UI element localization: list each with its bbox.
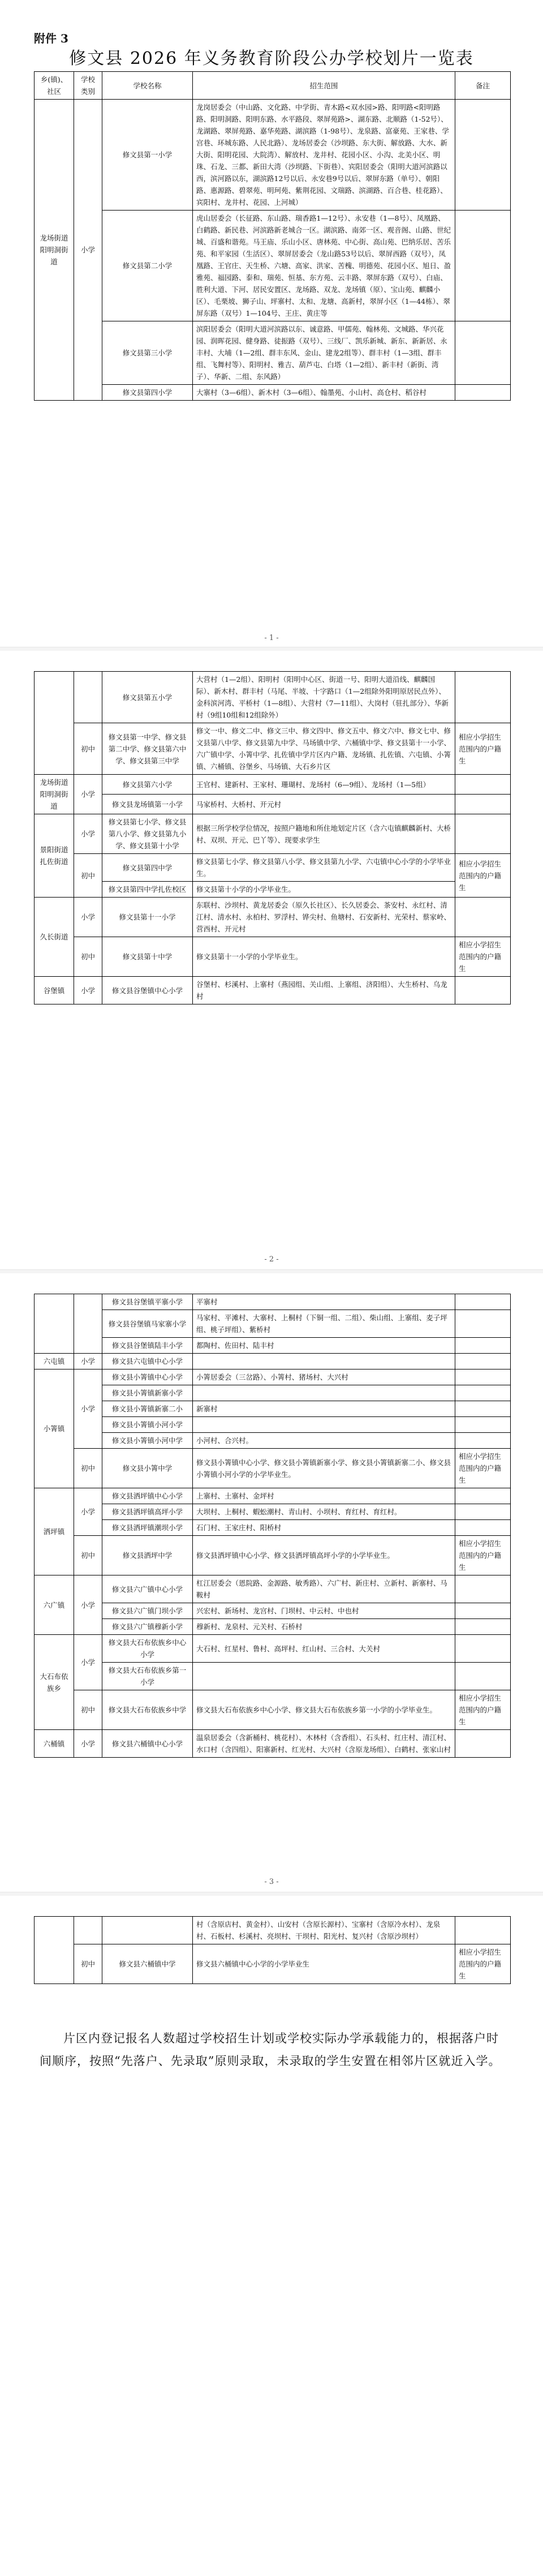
school-cell: 修文县第六小学 [102, 775, 193, 795]
table-row [35, 1354, 511, 1369]
town-cell: 龙场街道阳明洞街道 [35, 775, 74, 814]
table-row [35, 1917, 511, 1944]
town-cell: 龙场街道阳明洞街道 [35, 100, 74, 401]
school-cell: 修文县谷堡镇中心小学 [102, 977, 193, 1004]
note-cell: 相应小学招生范围内的户籍生 [455, 854, 511, 898]
range-cell: 东联村、沙坝村、黄龙居委会（原久长社区）、长久居委会、茶安村、永红村、清江村、清水村、永柏村、罗浮村、铧尖村、鱼塘村、石安新村、光荣村、蔡家岭、营西村、开元村 [193, 898, 455, 937]
note-cell: 相应小学招生范围内的户籍生 [455, 937, 511, 977]
range-cell: 村（含原店村、黄金村）、山安村（含原长源村）、宝寨村（含原冷水村）、龙泉村、石板村、杉溪村、亮坝村、干坝村、阳光村、复兴村（含原沙坝村） [193, 1917, 455, 1944]
range-cell: 龙岗居委会（中山路、文化路、中学街、青木路<双水园>路、阳明路<阳明路路、阳明洞路、阳明东路、水平路段、翠屏苑路>、湖东路、北顺路（1-52号）、龙湖路、翠屏苑路、嘉华苑路、湖滨路（1-98号）、龙泉路、富豪苑、王家巷、学宫巷、环城东路、人民北路）、龙场居委会（沙坝路、东大街、解放路、大水、新大街、阳明花园、大院湾）、解放村、龙井村、花园小区、小沟、北美小区、明珠、石龙、三都、新田大湾（沙坝路、下街巷）、宾阳居委会（阳明大道河滨路以西，滨河路以东，湖滨路12号以后、永安巷9号以后、翠屏东路（单号）、朝阳路、惠源路、碧翠苑、明珂苑、紫荆花园、文瑞路、滨湖路、百合巷、桂花路）、宾阳村、龙井村、花园、上河城） [193, 100, 455, 211]
type-cell: 小学 [74, 977, 102, 1004]
school-cell: 修文县谷堡镇陆丰小学 [102, 1338, 193, 1354]
note-cell [455, 1310, 511, 1338]
town-cell: 六广镇 [35, 1575, 74, 1635]
range-cell: 修文县六桶镇中心小学的小学毕业生 [193, 1944, 455, 1984]
header-type: 学校类别 [74, 72, 102, 100]
page-4 [0, 1896, 543, 2576]
school-cell: 修文县小箐镇中心小学 [102, 1369, 193, 1385]
table-row [35, 211, 511, 321]
type-cell: 初中 [74, 937, 102, 977]
range-cell [193, 1417, 455, 1433]
note-cell [455, 211, 511, 321]
school-cell: 修文县洒坪镇高坪小学 [102, 1504, 193, 1520]
note-cell [455, 1294, 511, 1310]
school-cell: 修文县第五小学 [102, 672, 193, 723]
note-cell [455, 1369, 511, 1385]
note-cell: 相应小学招生范围内的户籍生 [455, 1536, 511, 1575]
type-cell: 初中 [74, 1944, 102, 1984]
range-cell: 穆新村、龙泉村、元关村、石桥村 [193, 1619, 455, 1635]
document-title: 修文县 2026 年义务教育阶段公办学校划片一览表 [69, 49, 474, 68]
type-cell [74, 672, 102, 723]
type-cell [74, 1294, 102, 1354]
note-cell [455, 1354, 511, 1369]
note-cell [455, 1433, 511, 1449]
range-cell: 修文县第十小学的小学毕业生。 [193, 882, 455, 898]
table-row [35, 1310, 511, 1338]
header-range: 招生范围 [193, 72, 455, 100]
table-row [35, 1730, 511, 1758]
range-cell: 新寨村 [193, 1401, 455, 1417]
range-cell: 大营村（1—2组）、阳明村（阳明中心区、街道一号、阳明大道沿线、麒麟国际）、新木村、群丰村（马尾、半坡、十字路口（1—2组除外阳明原居民点外）、金科滨河湾、平桥村（1—8组）、大营村（7—11组）、大岗村（驻扎部分）、华新村（9组10组和12组除外） [193, 672, 455, 723]
school-table-page-3 [34, 1294, 511, 1758]
note-cell [455, 1520, 511, 1536]
table-row [35, 1619, 511, 1635]
school-cell: 修文县六桶镇中学 [102, 1944, 193, 1984]
type-cell: 小学 [74, 1635, 102, 1690]
town-cell: 景阳街道扎佐街道 [35, 814, 74, 898]
table-row [35, 672, 511, 723]
range-cell: 温泉居委会（含新桶村、桃花村）、木林村（含香组）、石头村、红庄村、清江村、水口村（含四组）、阳寨新村、红光村、大兴村（含原龙场组）、白鹤村、张家山村 [193, 1730, 455, 1758]
range-cell: 马家桥村、大桥村、开元村 [193, 795, 455, 814]
school-cell: 修文县谷堡镇马家寨小学 [102, 1310, 193, 1338]
page-3 [0, 1273, 543, 1896]
type-cell: 小学 [74, 1369, 102, 1449]
range-cell: 上寨村、土寨村、金坪村 [193, 1488, 455, 1504]
school-cell: 修文县第一中学、修文县第二中学、修文县第六中学、修文县第三中学 [102, 723, 193, 775]
town-cell [35, 672, 74, 775]
table-row [35, 321, 511, 385]
page-number: - 1 - [264, 634, 279, 642]
table-row [35, 1504, 511, 1520]
note-cell [455, 1385, 511, 1401]
type-cell: 初中 [74, 1690, 102, 1730]
note-cell: 相应小学招生范围内的户籍生 [455, 1690, 511, 1730]
header-note: 备注 [455, 72, 511, 100]
note-cell [455, 1619, 511, 1635]
note-cell [455, 1917, 511, 1944]
header-school: 学校名称 [102, 72, 193, 100]
table-row [35, 1520, 511, 1536]
type-cell: 初中 [74, 1536, 102, 1575]
school-cell: 修文县小箐中学 [102, 1449, 193, 1488]
page-number: - 3 - [264, 1878, 279, 1886]
table-row [35, 1294, 511, 1310]
school-cell: 修文县第十中学 [102, 937, 193, 977]
note-cell [455, 1730, 511, 1758]
range-cell [193, 1663, 455, 1690]
table-row [35, 1401, 511, 1417]
type-cell: 小学 [74, 775, 102, 814]
town-cell: 小箐镇 [35, 1369, 74, 1488]
range-cell: 大石村、红星村、鲁村、高坪村、红山村、三合村、大关村 [193, 1635, 455, 1663]
town-cell: 洒坪镇 [35, 1488, 74, 1575]
town-cell: 六屯镇 [35, 1354, 74, 1369]
note-cell [455, 1504, 511, 1520]
range-cell: 兴宏村、新场村、龙宫村、门坝村、中云村、中也村 [193, 1603, 455, 1619]
table-row [35, 1433, 511, 1449]
table-row [35, 100, 511, 211]
type-cell: 小学 [74, 1354, 102, 1369]
school-table-page-1 [34, 71, 511, 401]
school-cell: 修文县六广镇中心小学 [102, 1575, 193, 1603]
note-cell: 相应小学招生范围内的户籍生 [455, 723, 511, 775]
table-row [35, 1635, 511, 1663]
range-cell: 根据三所学校学位情况，按照户籍地和所住地划定片区（含六屯镇麒麟新村、大桥村、双坝、开元、巴丫等）、现要求学生 [193, 814, 455, 854]
attachment-label: 附件 3 [34, 32, 68, 45]
school-cell: 修文县大石布依族乡中心小学 [102, 1635, 193, 1663]
table-row [35, 1338, 511, 1354]
table-row [35, 1369, 511, 1385]
school-table-page-2 [34, 671, 511, 1004]
note-cell [455, 672, 511, 723]
range-cell: 马家村、平滩村、大寨村、上桐村（下铜一组、二组）、柴山组、上寨组、麦子坪组、桃子坪组）、紫桥村 [193, 1310, 455, 1338]
table-header-row [35, 72, 511, 100]
type-cell: 初中 [74, 854, 102, 898]
table-row [35, 1690, 511, 1730]
note-cell [455, 775, 511, 795]
type-cell: 小学 [74, 1488, 102, 1536]
table-row [35, 882, 511, 898]
school-cell: 修文县洒坪中学 [102, 1536, 193, 1575]
range-cell: 修文县第十一小学的小学毕业生。 [193, 937, 455, 977]
school-cell: 修文县洒坪镇潮坝小学 [102, 1520, 193, 1536]
school-cell: 修文县第四小学 [102, 385, 193, 401]
school-cell: 修文县六广镇穆新小学 [102, 1619, 193, 1635]
range-cell: 小河村、合兴村。 [193, 1433, 455, 1449]
header-town: 乡(镇)、社区 [35, 72, 74, 100]
school-cell: 修文县大石布依族乡中学 [102, 1690, 193, 1730]
school-cell: 修文县第十一小学 [102, 898, 193, 937]
table-row [35, 1603, 511, 1619]
range-cell [193, 1385, 455, 1401]
type-cell: 小学 [74, 100, 102, 401]
table-row [35, 723, 511, 775]
table-row [35, 385, 511, 401]
table-row [35, 854, 511, 882]
table-row [35, 1536, 511, 1575]
type-cell: 小学 [74, 814, 102, 854]
table-row [35, 1417, 511, 1433]
type-cell: 小学 [74, 898, 102, 937]
school-cell: 修文县小箐镇新寨小学 [102, 1385, 193, 1401]
table-row [35, 795, 511, 814]
table-row [35, 898, 511, 937]
table-row [35, 1575, 511, 1603]
range-cell: 虎山居委会（长征路、东山路、瑞香路1—12号）、永安巷（1—8号）、凤凰路、白鹤路、新民巷、河滨路新老城合一区。湖滨路、南郊一区、观音阁、山路、世纪城、百盛和谐苑。马王庙、乐山小区、唐林苑、中心街、高山苑、巴纳乐居、苦乐苑、和平家园（生活区）、翠屏居委会（龙山路53号以后、翠屏西路（双号），凤凰路、王官庄、天生桥、六塘、高家、洪家、苦槐、明德苑、花园小区、旭日、盈雅苑、福园路、泰和、瑞苑、恒基、东方苑、云丰路、翠屏东路（双号）、白庙、胜利大道、下河、居民安置区、龙场路、双龙、龙场镇（原）、宝山苑、麒麟小区）、毛栗坡、狮子山、坪寨村、太和、龙塘、高新村，翠屏小区（1—44栋）、翠屏东路（双号）1—104号、王庄、黄庄等 [193, 211, 455, 321]
school-cell: 修文县六桶镇中心小学 [102, 1730, 193, 1758]
school-cell: 修文县第一小学 [102, 100, 193, 211]
school-cell: 修文县第二小学 [102, 211, 193, 321]
school-cell [102, 1917, 193, 1944]
type-cell: 初中 [74, 723, 102, 775]
town-cell [35, 1917, 74, 1984]
range-cell: 修文县小箐镇中心小学、修文县小箐镇新寨小学、修文县小箐镇新寨二小、修文县小箐镇小河小学的小学毕业生。 [193, 1449, 455, 1488]
school-cell: 修文县大石布依族乡第一小学 [102, 1663, 193, 1690]
type-cell: 初中 [74, 1449, 102, 1488]
school-cell: 修文县六屯镇中心小学 [102, 1354, 193, 1369]
table-row [35, 1663, 511, 1690]
town-cell [35, 1294, 74, 1354]
note-cell [455, 321, 511, 385]
note-cell [455, 1417, 511, 1433]
note-cell: 相应小学招生范围内的户籍生 [455, 1944, 511, 1984]
range-cell: 修文县大石布依族乡中心小学、修文县大石布依族乡第一小学的小学毕业生。 [193, 1690, 455, 1730]
note-cell [455, 1338, 511, 1354]
school-cell: 修文县龙场镇第一小学 [102, 795, 193, 814]
school-cell: 修文县小箐镇小河小学 [102, 1417, 193, 1433]
range-cell: 石门村、王家庄村、阳桥村 [193, 1520, 455, 1536]
town-cell: 久长街道 [35, 898, 74, 977]
table-row [35, 937, 511, 977]
range-cell: 大坝村、上桐村、蝦蚣潮村、青山村、小坝村、育红村、育红村。 [193, 1504, 455, 1520]
school-cell: 修文县六广镇门坝小学 [102, 1603, 193, 1619]
note-cell [455, 898, 511, 937]
range-cell: 修文县第七小学、修文县第八小学、修文县第九小学、六屯镇中心小学的小学毕业生。 [193, 854, 455, 882]
school-cell: 修文县第四中学扎佐校区 [102, 882, 193, 898]
town-cell: 谷堡镇 [35, 977, 74, 1004]
note-cell [455, 1635, 511, 1663]
school-cell: 修文县谷堡镇平寨小学 [102, 1294, 193, 1310]
type-cell: 小学 [74, 1730, 102, 1758]
range-cell: 王官村、建新村、王家村、珊瑚村、龙场村（6—9组）、龙场村（1—5组） [193, 775, 455, 795]
table-row [35, 1385, 511, 1401]
range-cell: 滨阳居委会（阳明大道河滨路以东、诚意路、甲儒苑、翰林苑、文城路、华兴花园、润晖花园、健身路、徒振路（双号）、三线厂、凯乐新城、新东、新新居、永丰村、大埔（1—2组、群丰东风、金山、建龙2组等）、群丰村（1—3组、群丰组、飞舞村等）、阳明村、雅吉、葫芦屯、白塔（1—2组）、新丰村（新街、湾子）、华新、二组、东风路） [193, 321, 455, 385]
school-cell: 修文县小箐镇新寨二小 [102, 1401, 193, 1417]
note-cell [455, 100, 511, 211]
school-cell: 修文县第三小学 [102, 321, 193, 385]
note-cell [455, 814, 511, 854]
note-cell [455, 1603, 511, 1619]
table-row [35, 977, 511, 1004]
range-cell: 都陶村、佐田村、陆丰村 [193, 1338, 455, 1354]
town-cell: 大石布依族乡 [35, 1635, 74, 1730]
table-row [35, 775, 511, 795]
table-row [35, 1449, 511, 1488]
page-2 [0, 651, 543, 1273]
range-cell: 平寨村 [193, 1294, 455, 1310]
note-cell [455, 1488, 511, 1504]
school-cell: 修文县第七小学、修文县第八小学、修文县第九小学、修文县第十小学 [102, 814, 193, 854]
school-cell: 修文县第四中学 [102, 854, 193, 882]
note-cell [455, 385, 511, 401]
table-row [35, 1488, 511, 1504]
closing-paragraph: 片区内登记报名人数超过学校招生计划或学校实际办学承载能力的，根据落户时间顺序，按照“先落户、先录取”原则录取，未录取的学生安置在相邻片区就近入学。 [40, 2032, 501, 2068]
note-cell [455, 1575, 511, 1603]
school-cell: 修文县洒坪镇中心小学 [102, 1488, 193, 1504]
note-cell: 相应小学招生范围内的户籍生 [455, 1449, 511, 1488]
range-cell: 修文县洒坪镇中心小学、修文县洒坪镇高坪小学的小学毕业生。 [193, 1536, 455, 1575]
note-cell [455, 1663, 511, 1690]
page-1 [0, 0, 543, 651]
type-cell: 小学 [74, 1575, 102, 1635]
school-table-page-4 [34, 1916, 511, 1984]
page-number: - 2 - [264, 1255, 279, 1264]
table-row [35, 1944, 511, 1984]
range-cell [193, 1354, 455, 1369]
range-cell: 杠江居委会（恩院路、金源路、敏秀路）、六广村、新庄村、立新村、新寨村、马鞍村 [193, 1575, 455, 1603]
type-cell [74, 1917, 102, 1944]
range-cell: 谷堡村、杉溪村、上寨村（燕园组、关山组、上寨组、济阳组）、大生桥村、乌龙村 [193, 977, 455, 1004]
note-cell [455, 795, 511, 814]
range-cell: 大寨村（3—6组）、新木村（3—6组）、翰墨苑、小山村、高仓村、稻谷村 [193, 385, 455, 401]
town-cell: 六桶镇 [35, 1730, 74, 1758]
range-cell: 修文一中、修文二中、修文三中、修文四中、修文五中、修文六中、修文七中、修文县第八中学、修文县第九中学、马场镇中学、六桶镇中学、修文县第十一小学、六广镇中学、小箐中学、扎佐镇中学片区内户籍、龙场镇、扎佐镇、六屯镇、小箐镇、六桶镇、谷堡乡、马场镇、大石乡片区 [193, 723, 455, 775]
range-cell: 小箐居委会（三岔路）、小箐村、猪场村、大兴村 [193, 1369, 455, 1385]
note-cell [455, 977, 511, 1004]
note-cell [455, 1401, 511, 1417]
table-row [35, 814, 511, 854]
school-cell: 修文县小箐镇小河中学 [102, 1433, 193, 1449]
